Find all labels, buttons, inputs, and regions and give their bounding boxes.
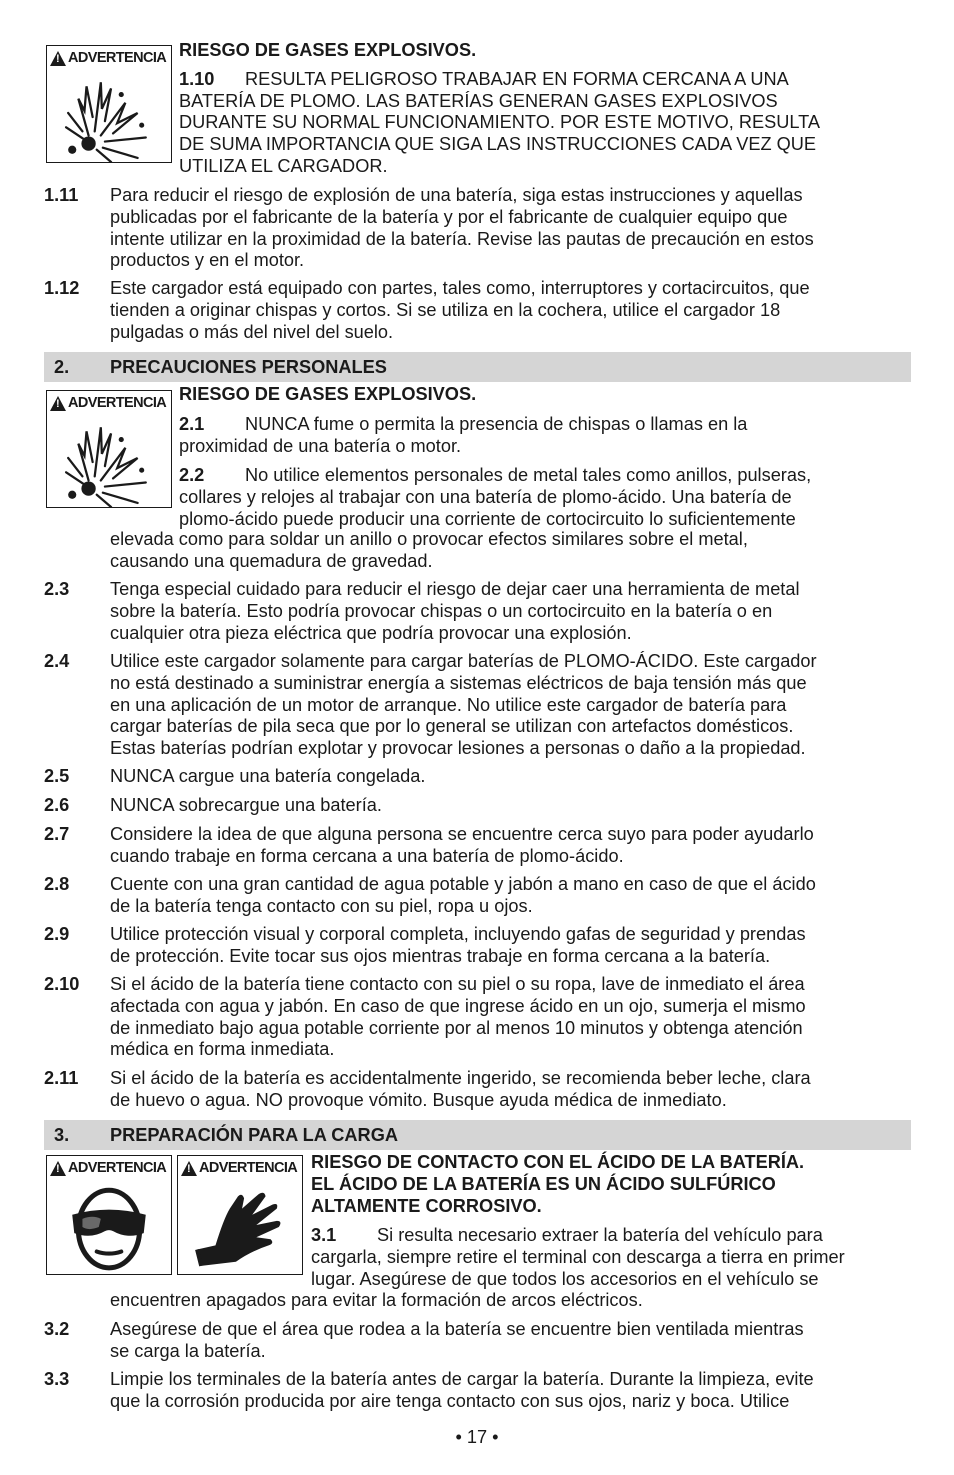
explosion-icon bbox=[47, 413, 171, 507]
warning-box-explosion-2 bbox=[46, 390, 172, 508]
warning-box-explosion-1 bbox=[46, 45, 172, 163]
paragraph-1-10: 1.10 RESULTA PELIGROSO TRABAJAR EN FORMA CERCANA A UNA BATERÍA DE PLOMO. LAS BATERÍAS GENERAN GASES EXPLOSIVOS DURANTE SU NORMAL FUNCIONAMIENTO. POR ESTE MOTIVO, RESULTA DE SUMA IMPORTANCIA QUE SIGA LAS INSTRUCCIONES CADA VEZ QUE UTILIZA EL CARGADOR. bbox=[179, 68, 821, 176]
warning-triangle-icon bbox=[50, 396, 66, 411]
paragraph-2-1: 2.1 NUNCA fume o permita la presencia de chispas o llamas en la proximidad de una batería o motor. bbox=[179, 413, 748, 456]
item-number: 3.1 bbox=[311, 1225, 337, 1246]
paragraph-2-11: 2.11 Si el ácido de la batería es accidentalmente ingerido, se recomienda beber leche, clara de huevo o agua. NO provoque vómito. Busque ayuda médica de inmediato. bbox=[44, 1068, 811, 1110]
item-number: 1.10 bbox=[179, 68, 215, 89]
warning-label: ! ADVERTENCIA bbox=[181, 1159, 299, 1177]
paragraph-3-1: 3.1 Si resulta necesario extraer la batería del vehículo para cargarla, siempre retire el terminal con descarga a tierra en primer lugar. Asegúrese de que todos los accesorios en el vehículo se bbox=[311, 1225, 845, 1289]
explosion-icon bbox=[47, 68, 171, 162]
goggles-icon bbox=[47, 1178, 171, 1274]
paragraph-3-1-continued: encuentren apagados para evitar la formación de arcos eléctricos. bbox=[110, 1290, 643, 1310]
paragraph-2-9: 2.9 Utilice protección visual y corporal completa, incluyendo gafas de seguridad y prendas de protección. Evite tocar sus ojos mientras trabaje en forma cercana a la batería. bbox=[44, 924, 806, 966]
warning-label: ! ADVERTENCIA bbox=[50, 1159, 168, 1177]
paragraph-2-2-continued: elevada como para soldar un anillo o provocar efectos similares sobre el metal, causando una quemadura de gravedad. bbox=[110, 529, 748, 571]
section3-warning-text bbox=[311, 1152, 921, 1291]
paragraph-2-7: 2.7 Considere la idea de que alguna persona se encuentre cerca suyo para poder ayudarlo cuando trabaje en forma cercana a una batería de plomo-ácido. bbox=[44, 824, 814, 866]
section-3-header: 3. PREPARACIÓN PARA LA CARGA bbox=[44, 1120, 911, 1150]
section1-warning-text bbox=[179, 40, 919, 178]
paragraph-1-11: 1.11 Para reducir el riesgo de explosión de una batería, siga estas instrucciones y aquellas publicadas por el fabricante de la batería y por el fabricante de cualquier equipo que intente utilizar en la proximidad de la batería. Revise las pautas de precaución en estos productos y en el motor. bbox=[44, 185, 814, 271]
section-2-header: 2. PRECAUCIONES PERSONALES bbox=[44, 352, 911, 382]
warning-label: ! ADVERTENCIA bbox=[50, 394, 168, 412]
item-number: 2.1 bbox=[179, 413, 205, 434]
paragraph-2-4: 2.4 Utilice este cargador solamente para cargar baterías de PLOMO-ÁCIDO. Este cargador no está destinado a suministrar energía a sistemas eléctricos de baja tensión más que en una aplicación de un motor de arranque. No utilice este cargador de batería para cargar baterías de pila seca que por lo general se utilizan con artefactos domésticos. Estas baterías podrían explotar y provocar lesiones a personas o daño a la propiedad. bbox=[44, 651, 817, 759]
paragraph-2-2: 2.2 No utilice elementos personales de metal tales como anillos, pulseras, collares y relojes al trabajar con una batería de plomo-ácido. Una batería de plomo-ácido puede producir una corriente de cortocircuito lo suficientemente bbox=[179, 465, 812, 529]
warning-heading: RIESGO DE GASES EXPLOSIVOS. bbox=[179, 384, 477, 404]
glove-icon bbox=[178, 1178, 302, 1274]
paragraph-2-5: 2.5 NUNCA cargue una batería congelada. bbox=[44, 766, 426, 786]
warning-triangle-icon bbox=[181, 1161, 197, 1176]
paragraph-3-3: 3.3 Limpie los terminales de la batería antes de cargar la batería. Durante la limpieza, evite que la corrosión producida por aire tenga contacto con sus ojos, nariz y boca. Utilice bbox=[44, 1369, 814, 1411]
warning-box-goggles bbox=[46, 1155, 172, 1275]
paragraph-3-2: 3.2 Asegúrese de que el área que rodea a la batería se encuentre bien ventilada mientras se carga la batería. bbox=[44, 1319, 804, 1361]
warning-box-glove bbox=[177, 1155, 303, 1275]
warning-triangle-icon bbox=[50, 51, 66, 66]
warning-triangle-icon bbox=[50, 1161, 66, 1176]
paragraph-2-8: 2.8 Cuente con una gran cantidad de agua potable y jabón a mano en caso de que el ácido de la batería tenga contacto con su piel, ropa u ojos. bbox=[44, 874, 816, 916]
warning-label: ! ADVERTENCIA bbox=[50, 49, 168, 67]
item-number: 2.2 bbox=[179, 465, 205, 486]
page-number: • 17 • bbox=[455, 1427, 499, 1447]
warning-heading: RIESGO DE GASES EXPLOSIVOS. bbox=[179, 40, 477, 60]
paragraph-2-10: 2.10 Si el ácido de la batería tiene contacto con su piel o su ropa, lave de inmediato el área afectada con agua y jabón. En caso de que ingrese ácido en un ojo, sumerja el mismo de inmediato bajo agua potable corriente por al menos 10 minutos y obtenga atención médica en forma inmediata. bbox=[44, 974, 806, 1060]
section2-warning-text bbox=[179, 384, 919, 531]
warning-heading: RIESGO DE CONTACTO CON EL ÁCIDO DE LA BATERÍA. EL ÁCIDO DE LA BATERÍA ES UN ÁCIDO SULFÚRICO ALTAMENTE CORROSIVO. bbox=[311, 1152, 805, 1216]
paragraph-2-6: 2.6 NUNCA sobrecargue una batería. bbox=[44, 795, 382, 815]
paragraph-1-12: 1.12 Este cargador está equipado con partes, tales como, interruptores y cortacircuitos, que tienden a originar chispas y cortos. Si se utiliza en la cochera, utilice el cargador 18 pulgadas o más del nivel del suelo. bbox=[44, 278, 810, 342]
paragraph-2-3: 2.3 Tenga especial cuidado para reducir el riesgo de dejar caer una herramienta de metal sobre la batería. Esto podría provocar chispas o un cortocircuito en la batería o en cualquier otra pieza eléctrica que podría provocar una explosión. bbox=[44, 579, 800, 643]
